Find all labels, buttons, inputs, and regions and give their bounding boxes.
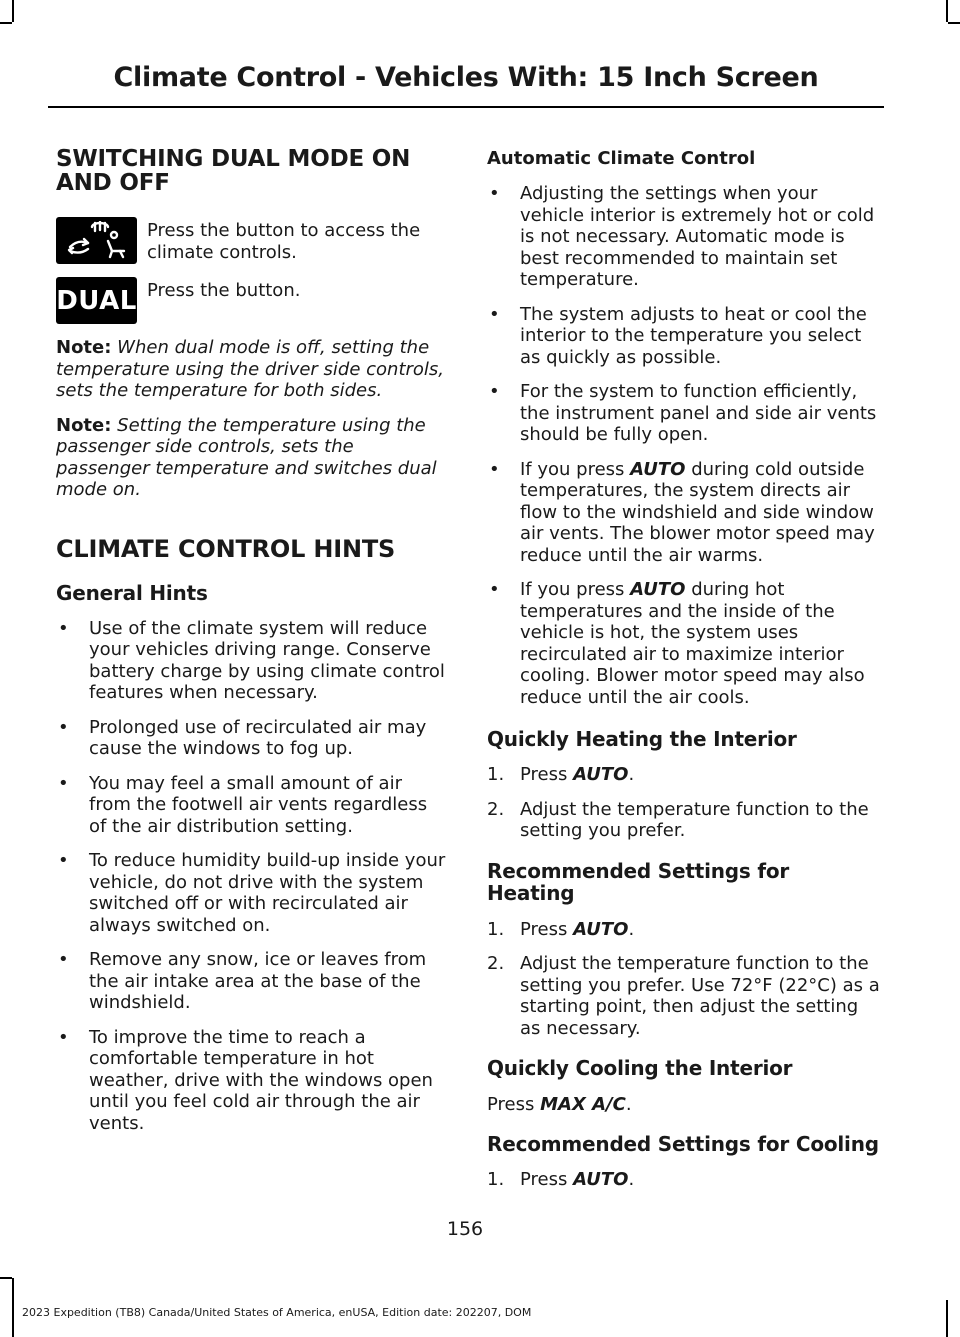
list-item: • Use of the climate system will reduce your vehicles driving range. Conserve battery charge by using climate control features when necessary. [56,618,448,704]
section-title-dual-mode: SWITCHING DUAL MODE ON AND OFF [56,146,411,196]
text: . [628,1169,635,1191]
list-item [487,764,883,786]
list-item: • Prolonged use of recirculated air may cause the windows to fog up. [56,717,448,760]
page-title: Climate Control - Vehicles With: 15 Inch Screen [113,62,819,93]
auto-keyword: AUTO [630,579,686,600]
automatic-climate-list [487,183,883,708]
step-number: 1. [487,918,505,940]
rec-heat-steps [487,919,883,1040]
auto-keyword: AUTO [573,918,629,940]
auto-keyword: AUTO [573,1169,629,1191]
text: during hot temperatures and the inside of the vehicle is hot, the system uses recirculated air to maximize interior cooling. Blower motor speed may also reduce until the air cools. [520,579,865,708]
text: . [628,764,635,786]
header-divider [48,106,884,108]
footer-text: 2023 Expedition (TB8) Canada/United States of America, enUSA, Edition date: 202207, DOM [22,1306,532,1319]
list-item: • Remove any snow, ice or leaves from the air intake area at the base of the windshield. [56,949,448,1014]
list-item: • To reduce humidity build-up inside your vehicle, do not drive with the system switched off or with recirculated air always switched on. [56,850,448,936]
text: If you press [520,458,631,480]
list-item [487,953,883,1039]
right-column [487,148,883,1204]
note-text: When dual mode is off, setting the temperature using the driver side controls, sets the temperature for both sides. [56,337,445,402]
list-item [487,579,883,708]
left-column [56,148,448,1147]
dual-button-icon [56,277,137,324]
instruction-text: Press the button. [147,280,301,302]
crop-mark [946,0,948,22]
auto-keyword: AUTO [630,458,686,480]
list-item [487,799,883,842]
subsection-title-quick-heat: Quickly Heating the Interior [487,727,797,751]
crop-mark [0,1277,12,1279]
list-item: • The system adjusts to heat or cool the interior to the temperature you select as quickly as possible. [487,304,883,369]
text: Press [487,1093,541,1115]
list-item [487,919,883,941]
step-dual-button [56,277,448,324]
max-ac-keyword: MAX A/C [540,1093,626,1115]
subsection-title-rec-heat: Recommended Settings for Heating [487,858,790,906]
note-passenger [56,415,448,501]
section-title-hints: CLIMATE CONTROL HINTS [56,534,396,563]
list-item [487,1169,883,1191]
crop-mark [12,0,14,22]
subsection-title-automatic: Automatic Climate Control [487,148,756,169]
quick-heat-steps [487,764,883,842]
subsection-title-quick-cool: Quickly Cooling the Interior [487,1056,793,1081]
step-number: 1. [487,764,505,786]
text: during cold outside temperatures, the system directs air flow to the windshield and side window air vents. The blower motor speed may reduce until the air warms. [520,458,875,566]
list-item: • For the system to function efficiently, the instrument panel and side air vents should be fully open. [487,381,883,446]
general-hints-list [56,618,448,1135]
subsection-title-general-hints: General Hints [56,580,208,605]
crop-mark [12,1278,14,1337]
note-label: Note: [56,337,112,359]
list-item: • To improve the time to reach a comfortable temperature in hot weather, drive with the windows open until you feel cold air through the air vents. [56,1027,448,1135]
text: If you press [520,579,631,600]
crop-mark [0,22,12,24]
list-item [487,459,883,567]
text: Adjust the temperature function to the setting you prefer. Use 72°F (22°C) as a starting point, then adjust the setting as necessary. [520,953,880,1039]
auto-keyword: AUTO [573,764,629,786]
text: Press [520,1169,574,1191]
climate-controls-icon [56,217,137,264]
note-dual-off [56,337,448,402]
step-number: 2. [487,798,505,820]
text: Press [520,918,574,940]
step-number: 1. [487,1169,505,1191]
crop-mark [946,1300,948,1337]
text: Press [520,764,574,786]
crop-mark [948,22,960,24]
list-item: • Adjusting the settings when your vehicle interior is extremely hot or cold is not necessary. Automatic mode is best recommended to maintain set temperature. [487,183,883,291]
rec-cool-steps [487,1169,883,1191]
step-climate-controls [56,217,448,264]
note-label: Note: [56,414,112,436]
text: Adjust the temperature function to the setting you prefer. [520,798,869,842]
subsection-title-rec-cool: Recommended Settings for Cooling [487,1132,879,1157]
text: . [625,1093,632,1115]
dual-icon-label: DUAL [56,285,137,316]
page-number: 156 [446,1218,484,1240]
list-item: • You may feel a small amount of air from the footwell air vents regardless of the air distribution setting. [56,773,448,838]
step-number: 2. [487,953,505,975]
text: . [628,918,635,940]
note-text: Setting the temperature using the passenger side controls, sets the passenger temperature and switches dual mode on. [56,414,437,501]
instruction-text: Press the button to access the climate controls. [147,220,421,263]
quick-cool-text [487,1094,883,1116]
